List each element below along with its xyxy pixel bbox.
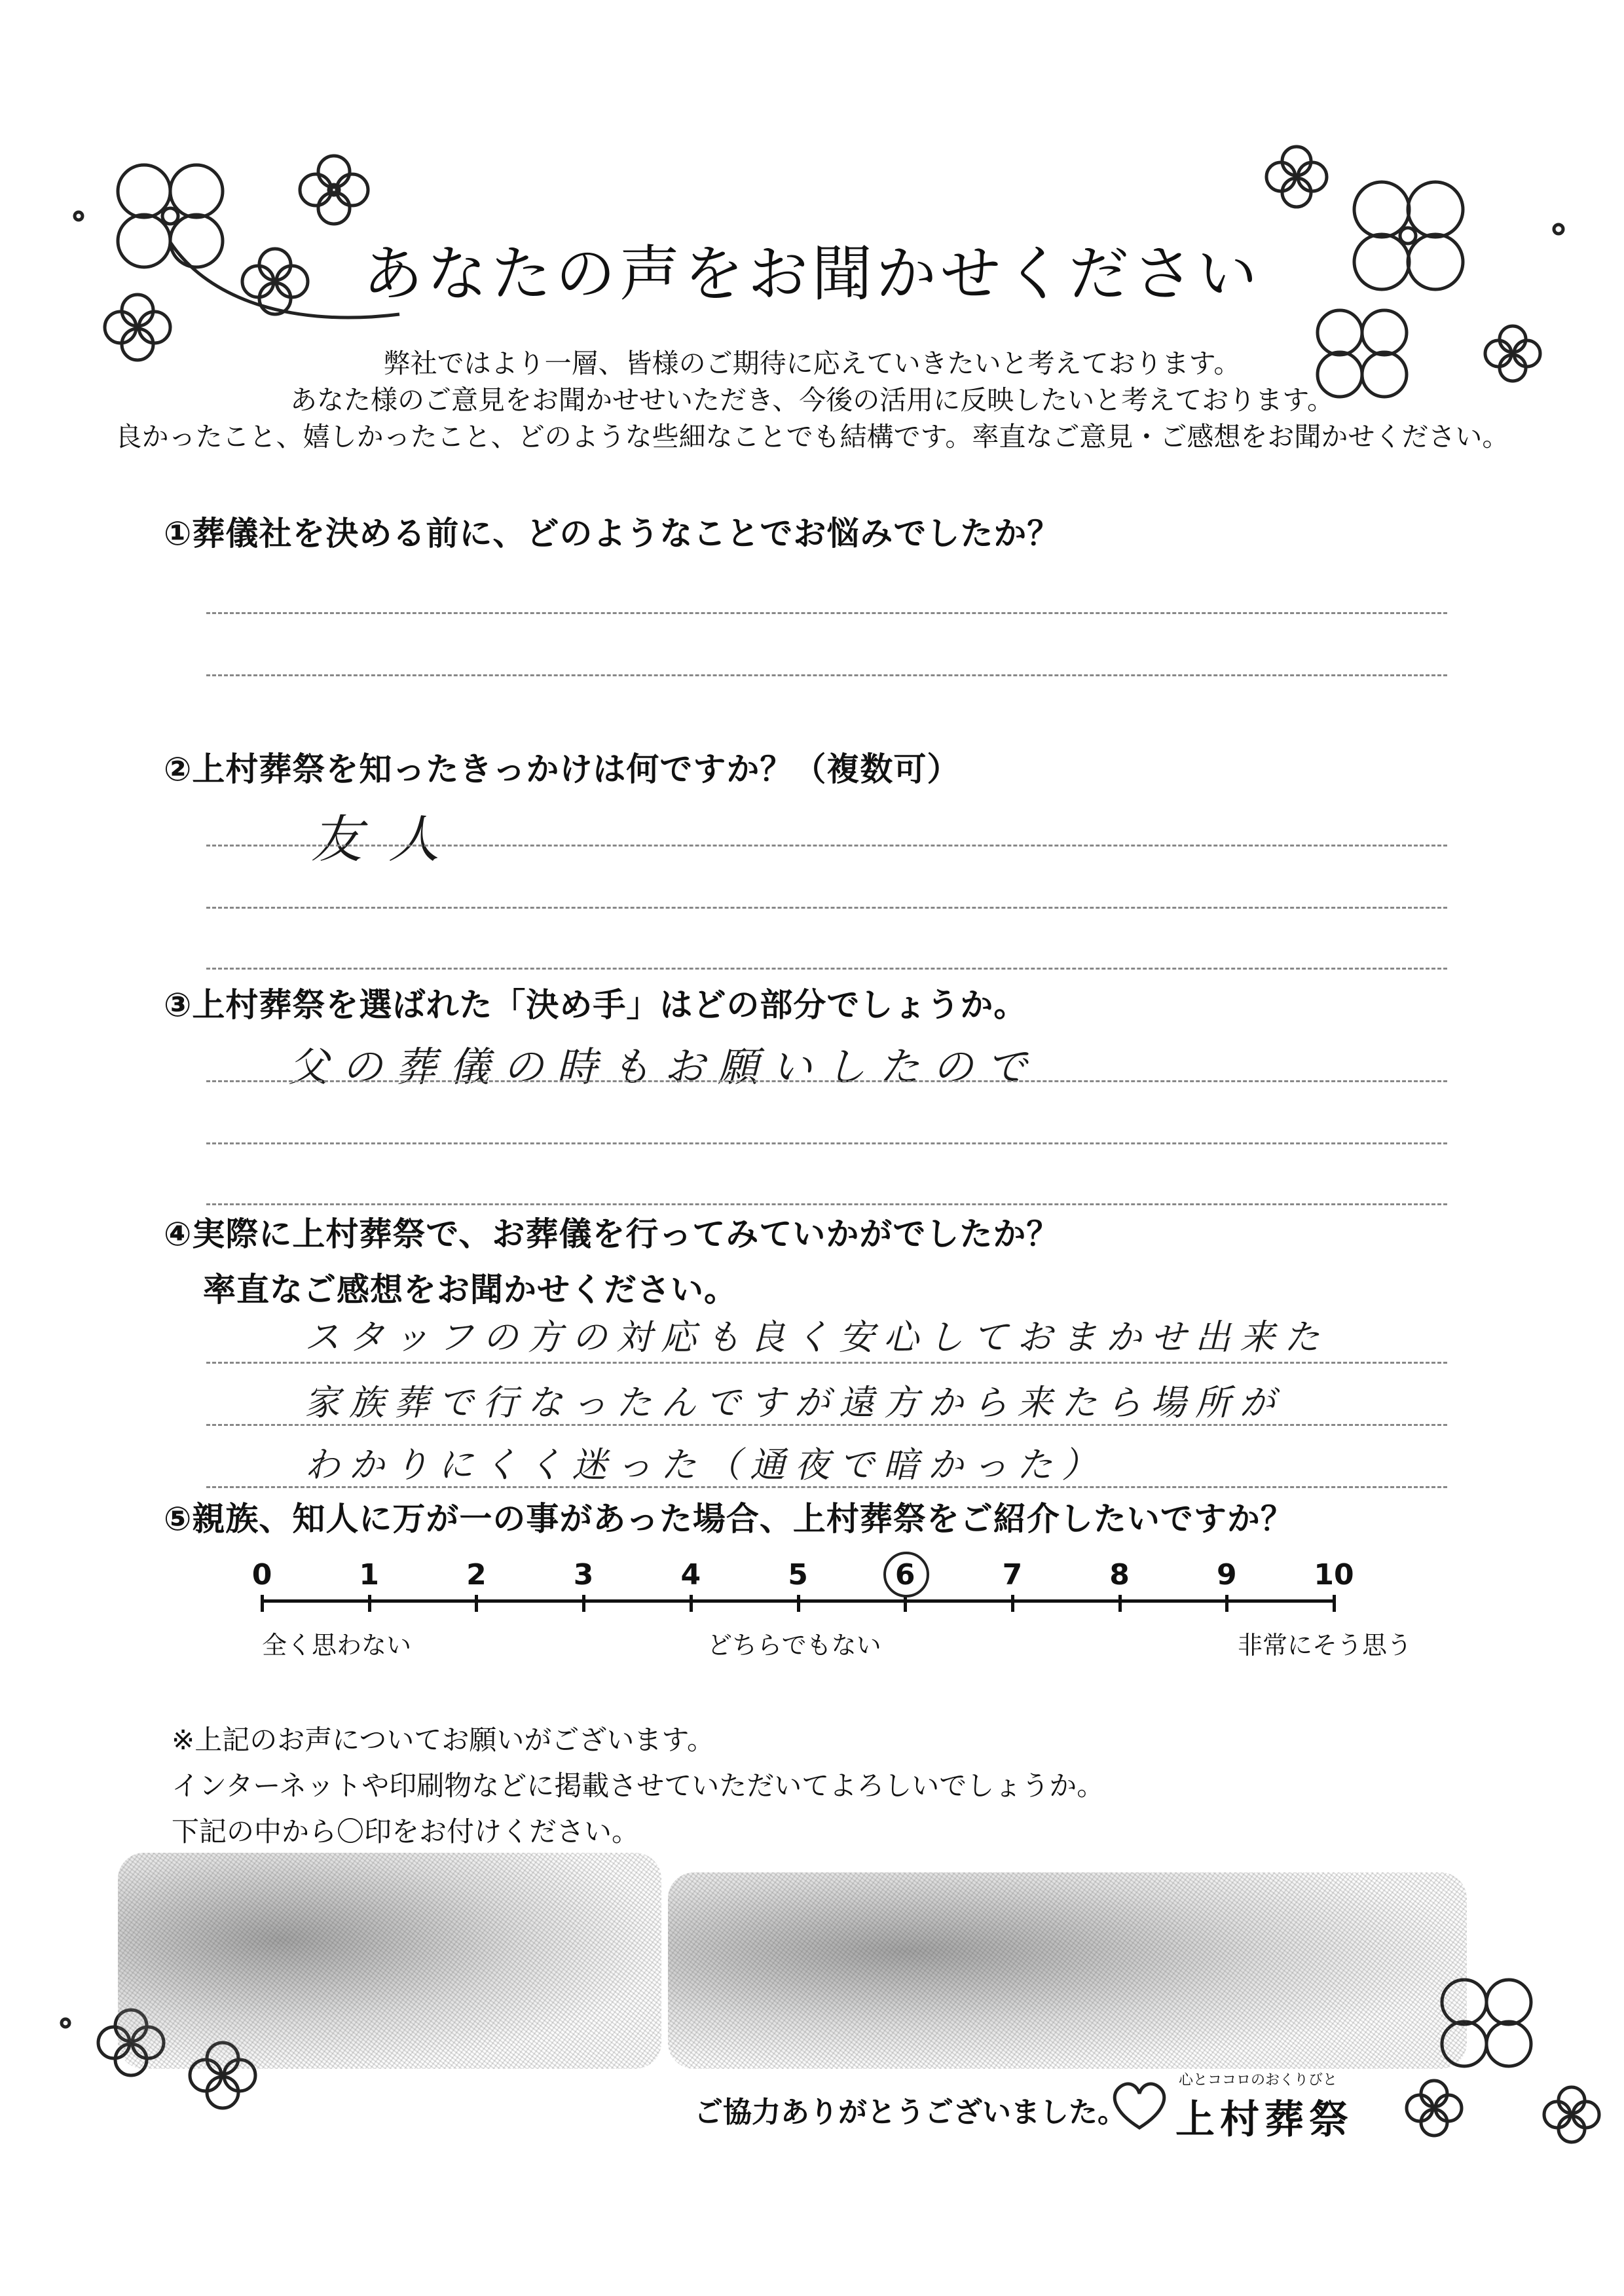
scale-number-4[interactable]: 4 <box>680 1558 701 1592</box>
scale-tick <box>797 1595 800 1612</box>
selected-rating-circle <box>883 1552 929 1597</box>
redacted-area-left <box>118 1853 661 2069</box>
scale-tick <box>690 1595 693 1612</box>
answer-line <box>206 1203 1447 1205</box>
question-2-label: ②上村葬祭を知ったきっかけは何ですか？（複数可） <box>164 750 961 788</box>
scale-number-6[interactable]: 6 <box>895 1558 915 1592</box>
answer-line <box>206 1362 1447 1364</box>
redacted-area-right <box>668 1872 1467 2069</box>
scale-number-9[interactable]: 9 <box>1216 1558 1237 1592</box>
answer-line <box>206 907 1447 909</box>
answer-line <box>206 1080 1447 1082</box>
question-5-label: ⑤親族、知人に万が一の事があった場合、上村葬祭をご紹介したいですか？ <box>164 1500 1294 1538</box>
scale-number-7[interactable]: 7 <box>1002 1558 1023 1592</box>
scale-number-0[interactable]: 0 <box>251 1558 272 1592</box>
footer-thanks: ご協力ありがとうございました。 <box>694 2096 1126 2129</box>
scale-number-5[interactable]: 5 <box>788 1558 808 1592</box>
question-4-answer-line-2[interactable]: 家族葬で行なったんですが遠方から来たら場所が <box>304 1382 1284 1423</box>
question-4-sublabel: 率直なご感想をお聞かせください。 <box>203 1271 737 1309</box>
brand-name: 上村葬祭 <box>1175 2097 1354 2143</box>
heart-logo-icon <box>1107 2075 1172 2134</box>
flower-icon <box>1544 2087 1599 2142</box>
answer-line <box>206 968 1447 970</box>
scale-tick <box>1225 1595 1228 1612</box>
answer-line <box>206 845 1447 847</box>
scale-tick <box>261 1595 264 1612</box>
scale-number-1[interactable]: 1 <box>359 1558 379 1592</box>
question-3-answer[interactable]: 父の葬儀の時もお願いしたので <box>288 1043 1041 1091</box>
answer-line <box>206 1424 1447 1426</box>
intro-line-2: あなた様のご意見をお聞かせせいただき、今後の活用に反映したいと考えております。 <box>289 384 1335 416</box>
question-2-answer[interactable]: 友人 <box>311 811 466 869</box>
scale-high-label: 非常にそう思う <box>1238 1631 1412 1660</box>
scale-low-label: 全く思わない <box>262 1631 412 1660</box>
page-title: あなたの声をお聞かせください <box>362 239 1261 309</box>
scale-tick <box>475 1595 478 1612</box>
note-line-2: インターネットや印刷物などに掲載させていただいてよろしいでしょうか。 <box>172 1770 1105 1802</box>
flower-icon <box>1407 2081 1462 2136</box>
flower-icon <box>300 156 368 224</box>
scale-number-3[interactable]: 3 <box>573 1558 594 1592</box>
flower-icon <box>1266 147 1327 207</box>
question-4-answer-line-3[interactable]: わかりにくく迷った（通夜で暗かった） <box>304 1444 1106 1485</box>
answer-line <box>206 612 1447 614</box>
question-4-label: ④実際に上村葬祭で、お葬儀を行ってみていかがでしたか？ <box>164 1215 1060 1253</box>
scale-tick <box>368 1595 371 1612</box>
question-3-label: ③上村葬祭を選ばれた「決め手」はどの部分でしょうか。 <box>164 986 1027 1024</box>
brand-tagline: 心とココロのおくりびと <box>1179 2072 1338 2088</box>
note-line-3: 下記の中から〇印をお付けください。 <box>172 1815 640 1848</box>
intro-line-1: 弊社ではより一層、皆様のご期待に応えていきたいと考えております。 <box>383 348 1241 379</box>
scale-number-2[interactable]: 2 <box>466 1558 487 1592</box>
scale-tick <box>1333 1595 1336 1612</box>
question-1-label: ①葬儀社を決める前に、どのようなことでお悩みでしたか？ <box>164 515 1061 553</box>
answer-line <box>206 674 1447 676</box>
answer-line <box>206 1486 1447 1488</box>
scale-number-10[interactable]: 10 <box>1314 1558 1354 1592</box>
note-line-1: ※上記のお声についてお願いがございます。 <box>172 1724 714 1756</box>
scale-tick <box>1011 1595 1014 1612</box>
scale-tick <box>582 1595 585 1612</box>
scale-mid-label: どちらでもない <box>707 1631 881 1660</box>
scale-tick <box>1118 1595 1122 1612</box>
scale-number-8[interactable]: 8 <box>1109 1558 1130 1592</box>
answer-line <box>206 1142 1447 1144</box>
question-4-answer-line-1[interactable]: スタッフの方の対応も良く安心しておまかせ出来た <box>304 1317 1329 1358</box>
intro-line-3: 良かったこと、嬉しかったこと、どのような些細なことでも結構です。率直なご意見・ご感想をお聞かせください。 <box>115 421 1509 452</box>
